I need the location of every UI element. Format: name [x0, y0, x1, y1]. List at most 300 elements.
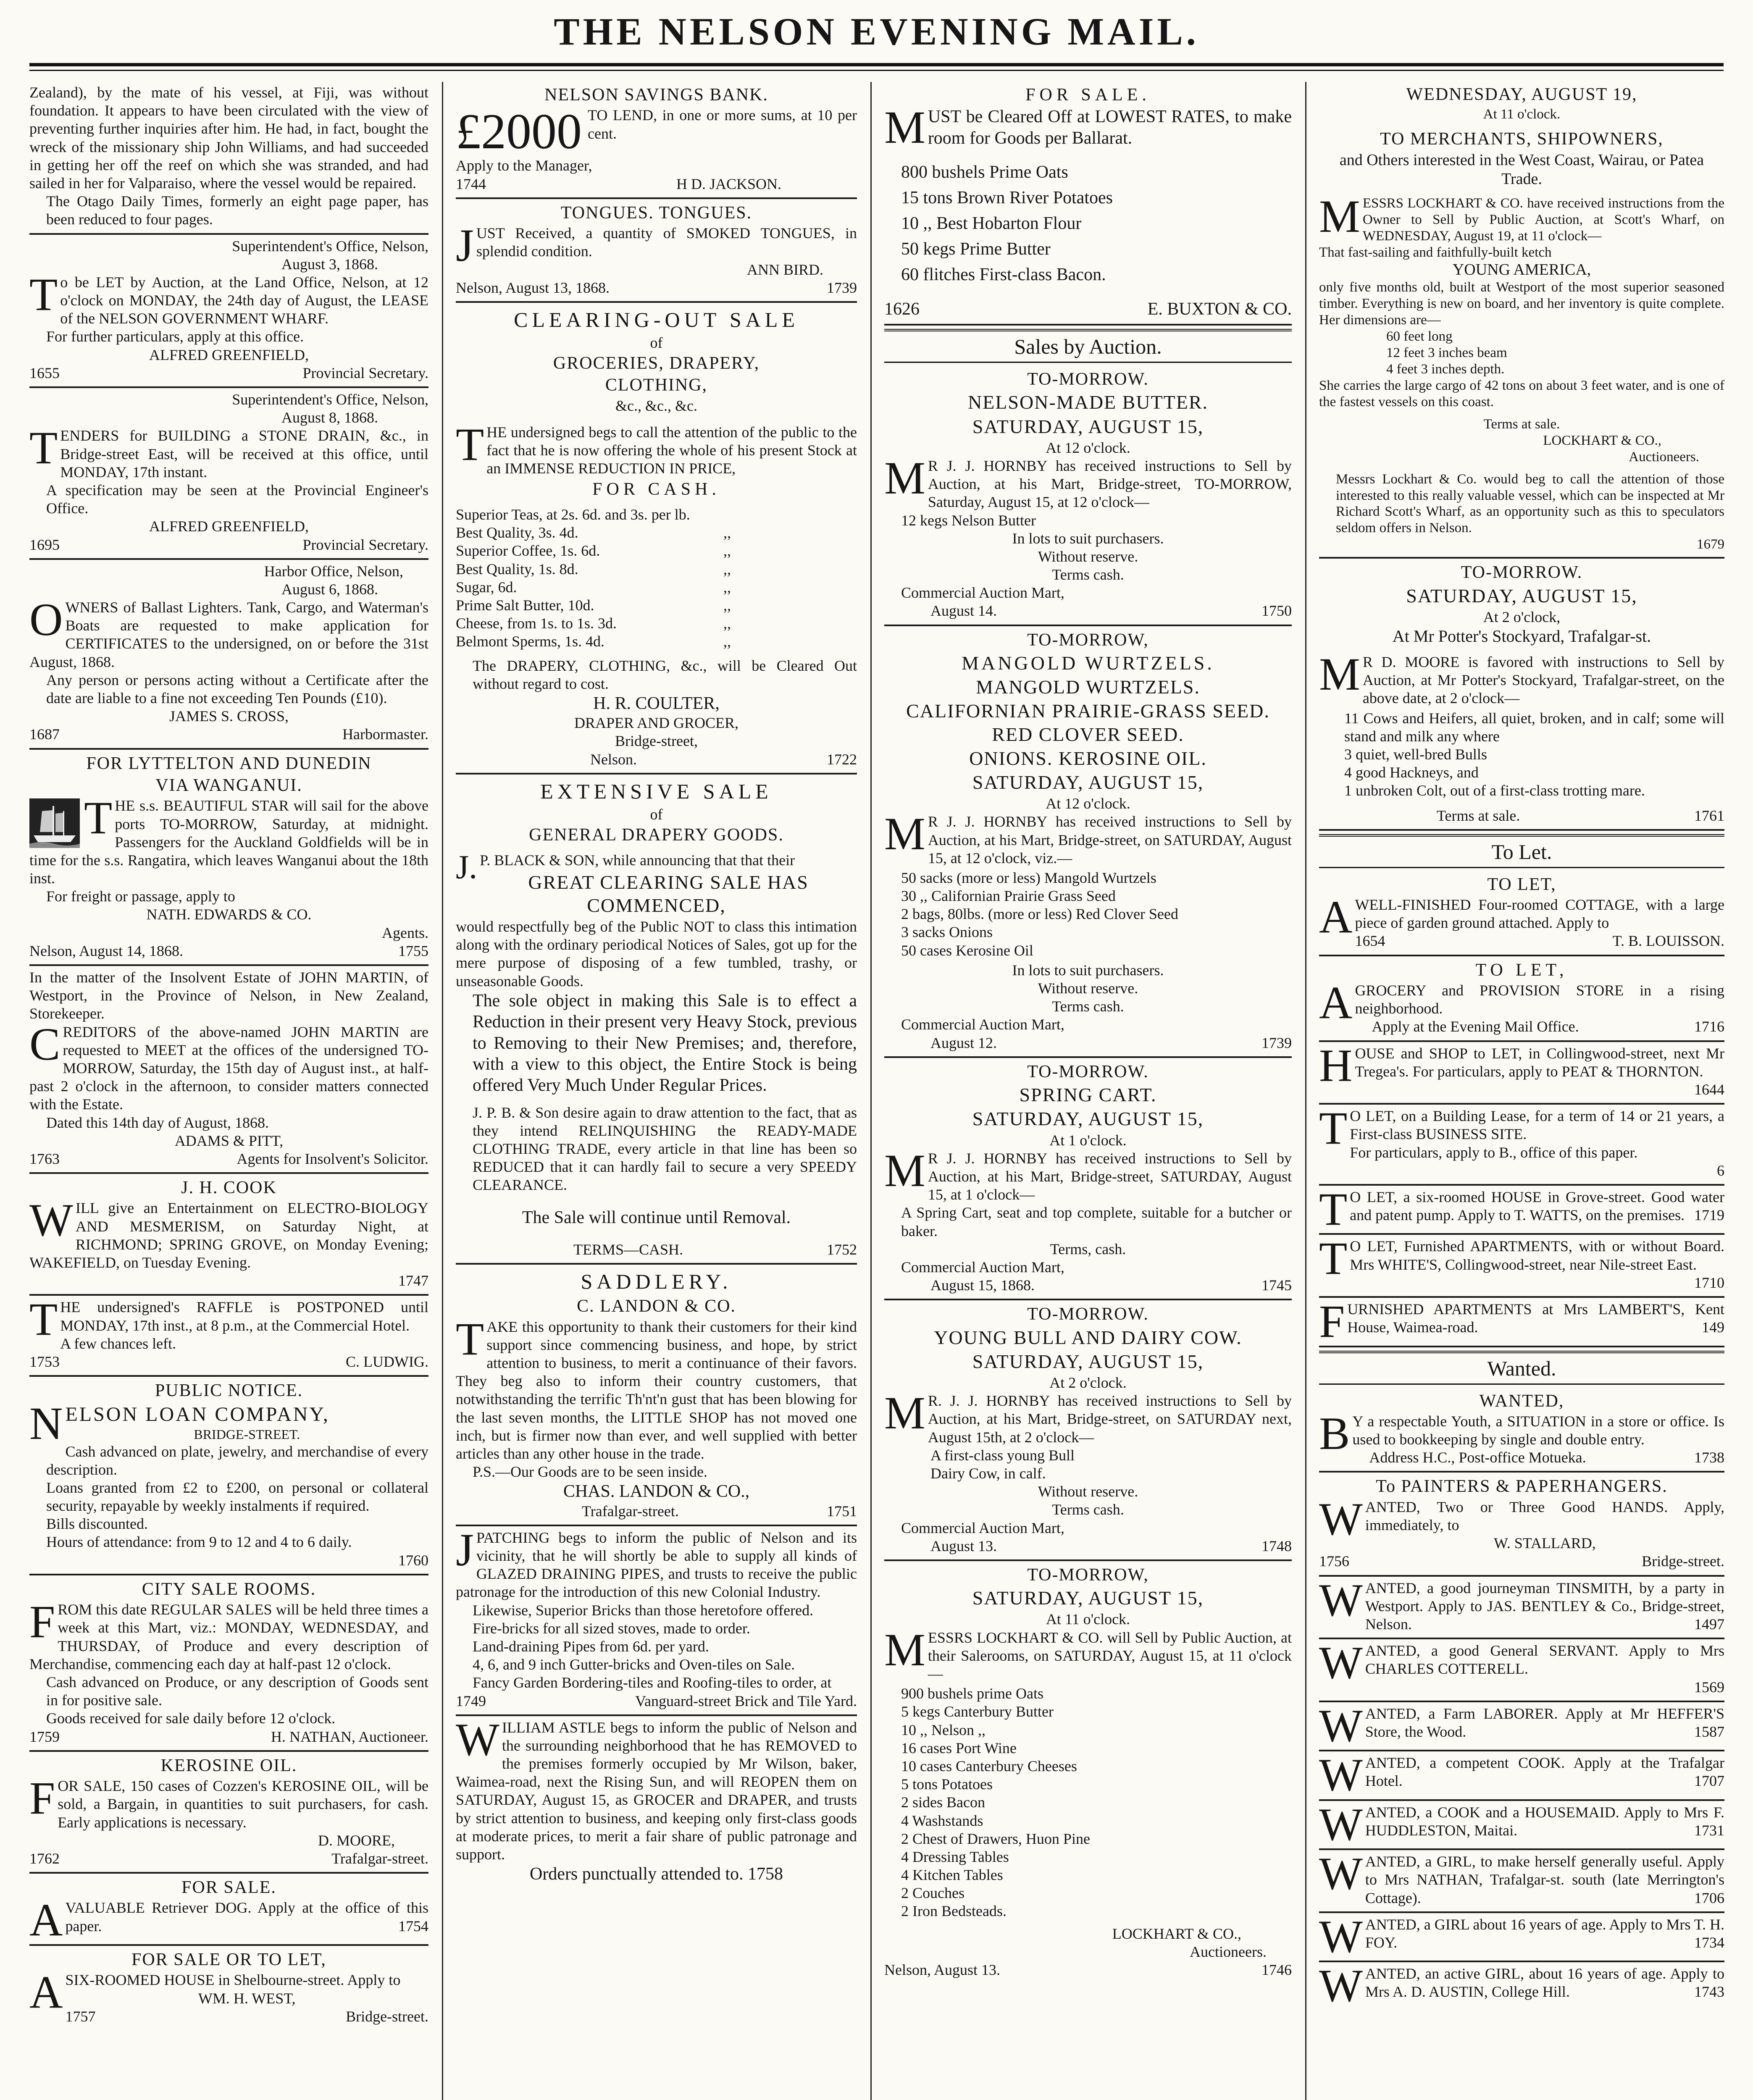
ad-number: 1644 [1694, 1081, 1724, 1098]
ad-signature: ALFRED GREENFIELD, [149, 346, 309, 363]
ad-ketch-young-america [1319, 82, 1724, 559]
ad-title: Bridge-street. [1642, 1553, 1724, 1570]
column-4 [1319, 82, 1724, 2100]
ad-office: Harbor Office, Nelson, [264, 562, 403, 580]
column-1 [29, 82, 428, 2100]
drop-cap: T [1319, 1186, 1348, 1235]
ad-heading: TO-MORROW, [1027, 630, 1149, 650]
ad-signature: Bridge-street, [615, 732, 698, 750]
column-divider [870, 82, 872, 2100]
ad-note: 4, 6, and 9 inch Gutter-bricks and Oven-tiles on Sale. [473, 1656, 795, 1673]
drop-cap: M [1319, 190, 1360, 242]
ad-clearing-out-sale [456, 304, 857, 774]
drop-cap: J [456, 1527, 474, 1575]
drop-cap: B [1319, 1407, 1350, 1459]
ad-signature: Vanguard-street Brick and Tile Yard. [635, 1692, 857, 1709]
ad-place: Nelson. [590, 751, 637, 768]
section-heading-wanted: Wanted. [1319, 1351, 1724, 1385]
price-item: Cheese, from 1s. to 1s. 3d. [456, 615, 617, 632]
ship-dimension: 60 feet long [1386, 329, 1453, 344]
ad-number: 1763 [29, 1150, 60, 1167]
ad-heading: NELSON-MADE BUTTER. [967, 391, 1209, 413]
ad-number: 1734 [1694, 1934, 1724, 1951]
ad-note: Without reserve. [1038, 980, 1138, 997]
ad-terms: Terms, cash. [1050, 1240, 1126, 1257]
ad-savings-bank [456, 82, 857, 199]
ad-body: o be LET by Auction, at the Land Office, Nelson, at 12 o'clock on MONDAY, the 24th day of August, the LEASE of the NELSON GOVERNMENT WHARF. [60, 273, 428, 327]
sale-item: 10 ,, Nelson ,, [901, 1721, 986, 1738]
steamship-icon [29, 798, 80, 848]
sale-time: At 2 o'clock, [1483, 608, 1561, 625]
ad-number: 1695 [29, 536, 60, 553]
ad-note: Hours of attendance: from 9 to 12 and 4 to 6 daily. [46, 1533, 352, 1551]
auction-mart: Commercial Auction Mart, [901, 1258, 1064, 1276]
ad-body: ILL give an Entertainment on ELECTRO-BIOLOGY AND MESMERISM, on Saturday Night, at RICHMOND; SPRING GROVE, on Monday Evening; WAKEFIELD, on Tuesday Evening. [29, 1200, 428, 1271]
ad-body: ANTED, a good General SERVANT. Apply to Mrs CHARLES COTTERELL. [1365, 1642, 1724, 1677]
ad-body: HE undersigned begs to call the attention of the public to the fact that he is now offering the whole of his present Stock at an IMMENSE REDUCTION IN PRICE, [486, 424, 857, 477]
ad-signature: ALFRED GREENFIELD, [149, 518, 309, 535]
ad-intro: That fast-sailing and faithfully-built ketch [1319, 244, 1552, 260]
ship-dimensions [1319, 328, 1724, 378]
price-row [456, 542, 857, 560]
ad-heading: SATURDAY, AUGUST 15, [972, 1587, 1204, 1609]
price-row [456, 578, 857, 596]
ad-title: Agents. [382, 924, 428, 941]
ad-heading: MANGOLD WURTZELS. [962, 652, 1214, 674]
drop-cap: W [1319, 1963, 1363, 2010]
price-row [456, 524, 857, 542]
ad-heading: CALIFORNIAN PRAIRIE-GRASS SEED. RED CLOVER SEED. [906, 700, 1270, 745]
ad-signature: T. B. LOUISSON. [1612, 932, 1724, 950]
drop-cap: W [29, 1194, 73, 1246]
ad-body: R J. J. HORNBY has received instructions to Sell by Auction, at his Mart, Bridge-street, on SATURDAY, August 15, at 12 o'clock, viz.— [928, 813, 1292, 866]
ad-heading: GREAT CLEARING SALE HAS COMMENCED, [528, 871, 809, 916]
drop-cap: T [1319, 1236, 1348, 1284]
masthead-rule [29, 63, 1724, 66]
ad-heading: CLOTHING, [605, 375, 708, 395]
column-2 [456, 82, 857, 2100]
price-row [456, 506, 857, 524]
sale-item: A first-class young Bull [930, 1446, 1075, 1464]
ad-body: J. P. B. & Son desire again to draw attention to the fact, that as they intend RELINQUISHING the READY-MADE CLOTHING TRADE, every article in that line has been so REDUCED that it can hardly fail to secure a very SPEEDY CLEARANCE. [473, 1104, 857, 1194]
sale-item: A Spring Cart, seat and top complete, suitable for a butcher or baker. [901, 1204, 1292, 1239]
ad-note: Apply to the Manager, [456, 157, 592, 174]
company-street: BRIDGE-STREET. [194, 1427, 300, 1442]
ad-body: GROCERY and PROVISION STORE in a rising neighborhood. [1355, 982, 1724, 1017]
masthead [0, 0, 1753, 74]
sale-time: At 12 o'clock. [1046, 439, 1130, 456]
ad-number: 1762 [29, 1850, 60, 1867]
ad-body: REDITORS of the above-named JOHN MARTIN are requested to MEET at the offices of the undersigned TO-MORROW, Saturday, the 15th day of August inst., at half-past 2 o'clock in the afternoon, to consider matters connected with the Estate. [29, 1023, 428, 1113]
ad-note: Address H.C., Post-office Motueka. [1369, 1449, 1586, 1466]
ditto-mark: ,, [723, 633, 731, 650]
sale-item: 10 cases Canterbury Cheeses [901, 1757, 1077, 1774]
drop-cap: M [884, 452, 925, 504]
ad-body: TO LEND, in one or more sums, at 10 per cent. [588, 107, 857, 142]
price-item: Best Quality, 3s. 4d. [456, 524, 578, 541]
ad-general-servant [1319, 1640, 1724, 1702]
ad-number: 1679 [1697, 537, 1724, 552]
drop-cap: T [29, 1297, 58, 1345]
ad-signature: NATH. EDWARDS & CO. [146, 906, 312, 923]
ship-name: YOUNG AMERICA, [1452, 261, 1591, 279]
ad-heading: TO-MORROW. [1461, 563, 1583, 583]
ad-signature: D. MOORE, [318, 1832, 395, 1849]
ad-number: 1587 [1694, 1723, 1724, 1740]
sale-list [901, 1685, 1292, 1920]
ad-number: 1749 [456, 1692, 486, 1709]
sale-list [901, 869, 1292, 960]
drop-cap: W [1319, 1801, 1363, 1850]
ad-note: Land-draining Pipes from 6d. per yard. [473, 1638, 709, 1655]
ad-signature: W. STALLARD, [1494, 1535, 1596, 1552]
ad-body: ANTED, a GIRL about 16 years of age. Apply to Mrs T. H. FOY. [1365, 1916, 1724, 1951]
ad-body: R J. J. HORNBY has received instructions to Sell by Auction, at his Mart, Bridge-street, TO-MORROW, Saturday, August 15, at 12 o'clock— [928, 457, 1292, 511]
ad-nelson-butter [884, 366, 1292, 626]
ad-tongues [456, 200, 857, 303]
ditto-mark: ,, [723, 578, 731, 596]
ad-signature: H D. JACKSON. [676, 175, 781, 192]
ad-number: 1569 [1694, 1678, 1724, 1696]
ad-number: 1706 [1694, 1889, 1724, 1906]
price-item: Best Quality, 1s. 8d. [456, 560, 578, 578]
ad-number: 1744 [456, 175, 486, 192]
ad-title: Provincial Secretary. [302, 364, 428, 381]
ad-note: Cash advanced on Produce, or any description of Goods sent in for positive sale. [46, 1674, 428, 1709]
ad-heading: FOR SALE. [181, 1878, 276, 1898]
ad-body: ROM this date REGULAR SALES will be held three times a week at this Mart, viz.: MONDAY, WEDNESDAY, and THURSDAY, of Produce and every description of Merchandise, commencing each day at half-past 12 o'clock. [29, 1601, 428, 1672]
ad-heading: VIA WANGANUI. [155, 775, 302, 795]
drop-cap: A [29, 1966, 63, 2018]
ad-tinsmith [1319, 1578, 1724, 1640]
price-item: Prime Salt Butter, 10d. [456, 596, 594, 614]
livestock-list [1344, 709, 1724, 800]
ad-title: Trafalgar-street. [331, 1850, 428, 1867]
ad-number: 6 [1717, 1162, 1724, 1179]
ad-number: 1755 [398, 942, 428, 959]
ad-heading: ONIONS. KEROSINE OIL. [969, 747, 1207, 769]
drop-cap: H [1319, 1042, 1353, 1091]
ditto-mark: ,, [723, 542, 731, 559]
ad-heading: of [650, 806, 663, 823]
news-text: Zealand), by the mate of his vessel, at Fiji, was without foundation. It appears to have been circulated with the view of preventing further inquiries after him. He had, in fact, bought the wreck of the missionary ship John Williams, and had succeeded in getting her off the reef on which she was stranded, and had sailed in her for Valparaiso, where the vessel would be repaired. [29, 84, 428, 192]
ad-body: UST Received, a quantity of SMOKED TONGUES, in splendid condition. [476, 225, 857, 260]
ad-terms: Terms at sale. [1483, 416, 1560, 432]
drop-cap: T [456, 419, 484, 470]
sale-item: 2 bags, 80lbs. (more or less) Red Clover Seed [901, 906, 1178, 923]
drop-cap: W [1319, 1914, 1363, 1962]
ad-note: Bills discounted. [46, 1515, 148, 1533]
ad-grocery-store [1319, 957, 1724, 1042]
price-item: Superior Teas, at 2s. 6d. and 3s. per lb. [456, 506, 690, 523]
price-item: Belmont Sperms, 1s. 4d. [456, 633, 605, 650]
ad-signature: LOCKHART & CO., [1543, 433, 1661, 448]
stock-item: 60 flitches First-class Bacon. [901, 265, 1106, 284]
ad-number: 1710 [1694, 1274, 1724, 1291]
sale-item: 3 sacks Onions [901, 924, 993, 941]
ad-body: O LET, a six-roomed HOUSE in Grove-street. Good water and patent pump. Apply to T. WATTS, on the premises. [1350, 1188, 1724, 1224]
drop-cap: W [456, 1717, 499, 1765]
price-item: Superior Coffee, 1s. 6d. [456, 542, 600, 559]
ad-terms: Terms cash. [1052, 998, 1124, 1015]
sale-time: At 12 o'clock. [1046, 795, 1130, 812]
ad-bull-and-cow [884, 1301, 1292, 1561]
ad-terms: Terms at sale. [1437, 807, 1520, 824]
ad-date: Nelson, August 13, 1868. [456, 279, 610, 296]
ad-number: 1752 [827, 1241, 857, 1258]
ad-body: UST be Cleared Off at LOWEST RATES, to make room for Goods per Ballarat. [928, 107, 1292, 148]
ad-title: Provincial Secretary. [302, 536, 428, 553]
drop-cap: N [29, 1397, 63, 1449]
drop-cap: M [884, 1387, 925, 1439]
drop-cap: M [884, 1624, 925, 1675]
auction-mart: Commercial Auction Mart, [901, 1519, 1064, 1536]
ad-body: AKE this opportunity to thank their customers for their kind support since commencing business, and hope, by strict attention to business, to merit a continuance of their favors. They beg also to inform their country customers, that notwithstanding the terrific Th'nt'n gust that has been blowing for the last seven months, the LITTLE SHOP has not moved one inch, but is firmer now than ever, and well supplied with better articles than any other house in the trade. [456, 1318, 857, 1462]
ad-number: 1754 [398, 1917, 428, 1935]
drop-cap: A [29, 1894, 63, 1946]
ad-house-and-shop [1319, 1043, 1724, 1105]
ad-heading: CLEARING-OUT SALE [514, 307, 799, 331]
sale-item: 2 Chest of Drawers, Huon Pine [901, 1830, 1090, 1847]
ad-date: August 3, 1868. [281, 255, 378, 273]
ad-stone-drain [29, 389, 428, 560]
stock-item: 15 tons Brown River Potatoes [901, 188, 1113, 208]
ad-heading: KEROSINE OIL. [160, 1756, 297, 1775]
ad-kent-house [1319, 1299, 1724, 1347]
ad-farm-laborer [1319, 1703, 1724, 1752]
ad-date: August 12. [930, 1034, 997, 1051]
ad-body: OUSE and SHOP to LET, in Collingwood-street, next Mr Tregea's. For particulars, apply to PEAT & THORNTON. [1355, 1045, 1724, 1080]
ad-note: For further particulars, apply at this office. [46, 328, 304, 345]
ad-note: Any person or persons acting without a Certificate after the date are liable to a fine not exceeding Ten Pounds (£10). [46, 671, 428, 706]
sale-item: 5 kegs Canterbury Butter [901, 1703, 1054, 1720]
ad-number: 1743 [1694, 1983, 1724, 2000]
section-heading-to-let: To Let. [1319, 834, 1724, 868]
ad-note: Loans granted from £2 to £200, on personal or collateral security, repayable by weekly instalments if required. [46, 1479, 428, 1515]
drop-cap: W [1319, 1851, 1363, 1900]
drop-cap: J. [456, 849, 478, 886]
ad-heading: TO MERCHANTS, SHIPOWNERS, [1380, 129, 1664, 149]
ad-city-sale-rooms [29, 1576, 428, 1752]
ad-terms: Terms cash. [1052, 566, 1124, 583]
ship-dimension: 12 feet 3 inches beam [1386, 345, 1507, 361]
ad-drapery-sale [456, 775, 857, 1265]
sale-item: 900 bushels prime Oats [901, 1685, 1043, 1702]
ad-body: would respectfully beg of the Public NOT to class this intimation along with the ordinary periodical Notices of Sales, got up for the mere purpose of disposing of a few tumbled, trashy, or unseasonable Goods. [456, 918, 857, 990]
ad-note: Apply at the Evening Mail Office. [1372, 1018, 1579, 1035]
ad-heading: SATURDAY, AUGUST 15, [972, 771, 1204, 793]
ad-heading: TO LET, [1487, 874, 1556, 894]
ad-note: She carries the large cargo of 42 tons on about 3 feet water, and is one of the fastest vessels on this coast. [1319, 378, 1724, 410]
ad-buxton-sale [884, 82, 1292, 326]
ad-note: For freight or passage, apply to [46, 888, 235, 905]
ad-body: ANTED, a good journeyman TINSMITH, by a party in Westport. Apply to JAS. BENTLEY & Co., Bridge-street, Nelson. [1365, 1579, 1724, 1633]
ad-title: Auctioneers. [1190, 1943, 1267, 1960]
stock-item: 50 kegs Prime Butter [901, 239, 1051, 259]
ad-number: 1654 [1355, 932, 1385, 950]
drop-cap: M [1319, 648, 1360, 700]
ad-body: ANTED, an active GIRL, about 16 years of age. Apply to Mrs A. D. AUSTIN, College Hill. [1365, 1965, 1724, 2000]
ad-heading: TO-MORROW. [1027, 1305, 1149, 1324]
ad-title: Bridge-street. [346, 2008, 428, 2025]
column-divider [442, 82, 443, 2100]
ad-mangold-wurtzels [884, 627, 1292, 1058]
ad-signature: LOCKHART & CO., [1112, 1925, 1241, 1942]
livestock-item: 3 quiet, well-bred Bulls [1344, 746, 1487, 763]
ad-body: PATCHING begs to inform the public of Nelson and its vicinity, that he will shortly be able to supply all kinds of GLAZED DRAINING PIPES, and trusts to receive the public patronage for the introduction of this new Colonial Industry. [456, 1529, 857, 1601]
ad-furnished-apartments [1319, 1236, 1724, 1298]
ad-heading: SPRING CART. [1019, 1084, 1157, 1106]
ad-note: For particulars, apply to B., office of this paper. [1350, 1144, 1638, 1161]
column-divider [1305, 82, 1306, 2100]
ad-signature: ADAMS & PITT, [174, 1132, 284, 1149]
section-heading-sales-by-auction: Sales by Auction. [884, 329, 1292, 363]
ad-number: 1716 [1694, 1018, 1724, 1035]
drop-cap: T [1319, 1105, 1348, 1154]
drop-cap: M [884, 102, 925, 153]
ad-heading: TO-MORROW. [1027, 1062, 1149, 1082]
ad-competent-cook [1319, 1752, 1724, 1801]
ad-heading: WEDNESDAY, AUGUST 19, [1406, 85, 1637, 104]
newspaper-title: THE NELSON EVENING MAIL. [554, 10, 1199, 53]
auction-mart: Commercial Auction Mart, [901, 1016, 1064, 1033]
ad-signature: WM. H. WEST, [198, 1990, 296, 2007]
ad-number: 1707 [1694, 1772, 1724, 1790]
ad-body: ESSRS LOCKHART & CO. have received instructions from the Owner to Sell by Public Auction, at Scott's Wharf, on WEDNESDAY, August 19, at 11 o'clock— [1362, 195, 1724, 244]
drop-cap: O [29, 594, 63, 646]
ad-number: 1756 [1319, 1553, 1349, 1570]
ad-body: ANTED, Two or Three Good HANDS. Apply, immediately, to [1365, 1498, 1724, 1534]
ad-body: Y a respectable Youth, a SITUATION in a store or office. Is used to bookkeeping by single and double entry. [1352, 1412, 1724, 1448]
ad-body: ANTED, a GIRL, to make herself generally useful. Apply to Mrs NATHAN, Trafalgar-st. south (late Merrington's Cottage). [1365, 1853, 1724, 1906]
drop-cap: M [884, 1144, 925, 1196]
drop-cap: W [1319, 1703, 1363, 1751]
ad-number: 1750 [1262, 602, 1292, 620]
company-name: ELSON LOAN COMPANY, [65, 1403, 330, 1425]
ad-date: August 8, 1868. [281, 409, 378, 426]
drop-cap: T [84, 792, 113, 844]
ad-heading: TO-MORROW, [1027, 1565, 1149, 1585]
ad-signature: JAMES S. CROSS, [169, 708, 289, 725]
ad-date: Nelson, August 14, 1868. [29, 942, 184, 959]
price-row [456, 596, 857, 614]
ad-body: SIX-ROOMED HOUSE in Shelbourne-street. Apply to [65, 1971, 401, 1989]
ad-cook-and-housemaid [1319, 1802, 1724, 1851]
ad-astle-grocer [456, 1717, 857, 1889]
ad-signature: Trafalgar-street. [582, 1502, 679, 1520]
ad-heading: SATURDAY, AUGUST 15, [1406, 585, 1637, 606]
ad-date: August 15, 1868. [930, 1277, 1035, 1294]
ad-body: only five months old, built at Westport of the most superior seasoned timber. Everything is new on board, and her inventory is quite complete. Her dimensions are— [1319, 280, 1724, 328]
ad-heading: J. H. COOK [181, 1178, 277, 1198]
ad-body: ANTED, a competent COOK. Apply at the Trafalgar Hotel. [1365, 1754, 1724, 1790]
ad-heading: EXTENSIVE SALE [540, 779, 773, 803]
price-row [456, 614, 857, 633]
ad-heading: YOUNG BULL AND DAIRY COW. [934, 1326, 1242, 1348]
sale-time: At 2 o'clock. [1049, 1374, 1127, 1391]
ad-stockyard-sale [1319, 559, 1724, 830]
drop-cap: J [456, 220, 474, 271]
ad-body: O LET, Furnished APARTMENTS, with or without Board. Mrs WHITE'S, Collingwood-street, near Nile-street East. [1350, 1238, 1724, 1273]
news-item [29, 82, 428, 235]
ad-heading: PUBLIC NOTICE. [155, 1381, 303, 1401]
ad-brick-yard [456, 1527, 857, 1716]
ad-signature: H. NATHAN, Auctioneer. [271, 1728, 428, 1745]
drop-cap: W [1319, 1640, 1363, 1689]
ad-number: 1738 [1694, 1449, 1724, 1466]
ad-number: 1719 [1694, 1207, 1724, 1224]
drop-cap: A [1319, 891, 1353, 943]
sale-item: Dairy Cow, in calf. [930, 1465, 1046, 1482]
ad-kerosine [29, 1753, 428, 1874]
ad-body: R J. J. HORNBY has received instructions to Sell by Auction, at his Mart, Bridge-street, SATURDAY, August 15, at 1 o'clock— [928, 1150, 1292, 1203]
ad-signature: E. BUXTON & CO. [1147, 299, 1292, 319]
ad-note: Fancy Garden Bordering-tiles and Roofing-tiles to order, at [473, 1674, 832, 1691]
sale-item: 2 Iron Bedsteads. [901, 1903, 1007, 1920]
ad-heading: GROCERIES, DRAPERY, [553, 354, 760, 373]
ad-body: R. J. J. HORNBY has received instructions to Sell by Auction, at his Mart, Bridge-street, on SATURDAY next, August 15th, at 2 o'clock— [928, 1392, 1292, 1446]
price-row [456, 633, 857, 651]
sale-time: At 11 o'clock. [1046, 1611, 1130, 1628]
ad-note: Goods received for sale daily before 12 o'clock. [46, 1710, 336, 1727]
ad-note: Fire-bricks for all sized stoves, made to order. [473, 1620, 750, 1637]
ad-number: 1747 [398, 1272, 428, 1289]
livestock-item: 4 good Hackneys, and [1344, 764, 1479, 781]
ad-heading: C. LANDON & CO. [577, 1297, 736, 1316]
ad-title: Auctioneers. [1629, 449, 1699, 465]
ad-intro: P. BLACK & SON, while announcing that that their [480, 852, 795, 869]
ad-terms: Terms cash. [1052, 1501, 1124, 1518]
sale-item: 4 Washstands [901, 1812, 983, 1829]
loan-amount: £2000 [456, 103, 582, 160]
ad-body: WELL-FINISHED Four-roomed COTTAGE, with a large piece of garden ground attached. Apply to [1355, 896, 1724, 932]
sale-item: 30 ,, Californian Prairie Grass Seed [901, 887, 1116, 905]
ad-number: 1626 [884, 299, 920, 319]
drop-cap: F [29, 1772, 55, 1824]
ad-body: ILLIAM ASTLE begs to inform the public of Nelson and the surrounding neighborhood that he has REMOVED to the premises formerly occupied by Mr Wilson, baker, Waimea-road, next the Rising Sun, and will REOPEN them on SATURDAY, August 15, as GROCER and DRAPER, and trusts by strict attention to business, and keeping only first-class goods at moderate prices, to merit a fair share of public patronage and support. [456, 1719, 857, 1863]
ad-note: A few chances left. [60, 1335, 176, 1352]
livestock-item: 11 Cows and Heifers, all quiet, broken, and in calf; some will stand and milk any where [1344, 709, 1724, 745]
ad-heading: NELSON SAVINGS BANK. [544, 85, 768, 105]
stock-item: 800 bushels Prime Oats [901, 163, 1068, 182]
ad-active-girl [1319, 1963, 1724, 2010]
ad-number: 1739 [827, 279, 857, 296]
ad-number: 1722 [827, 751, 857, 768]
price-row [456, 560, 857, 578]
ad-body: URNISHED APARTMENTS at Mrs LAMBERT'S, Kent House, Waimea-road. [1347, 1301, 1724, 1336]
ad-wharf-lease [29, 236, 428, 388]
ad-number: 1731 [1694, 1822, 1724, 1839]
ad-signature: ANN BIRD. [746, 261, 823, 278]
ad-number: 1748 [1262, 1537, 1292, 1554]
ad-painters [1319, 1473, 1724, 1576]
ad-heading: CITY SALE ROOMS. [142, 1579, 316, 1599]
ad-spring-cart [884, 1059, 1292, 1300]
ad-heading: SATURDAY, AUGUST 15, [972, 1108, 1204, 1130]
ad-saddlery [456, 1265, 857, 1526]
ad-date: August 6, 1868. [281, 580, 378, 598]
ad-heading: FOR SALE OR TO LET, [131, 1950, 326, 1969]
sale-item: 2 sides Bacon [901, 1794, 985, 1811]
stock-item: 10 ,, Best Hobarton Flour [901, 213, 1082, 233]
auction-mart: Commercial Auction Mart, [901, 584, 1064, 601]
sale-item: 16 cases Port Wine [901, 1739, 1017, 1756]
news-text: The Otago Daily Times, formerly an eight page paper, has been reduced to four pages. [46, 193, 428, 228]
price-list [456, 506, 857, 651]
ad-number: 149 [1702, 1319, 1724, 1336]
ad-lockhart-salerooms [884, 1562, 1292, 1983]
ad-number: 1761 [1694, 807, 1724, 824]
